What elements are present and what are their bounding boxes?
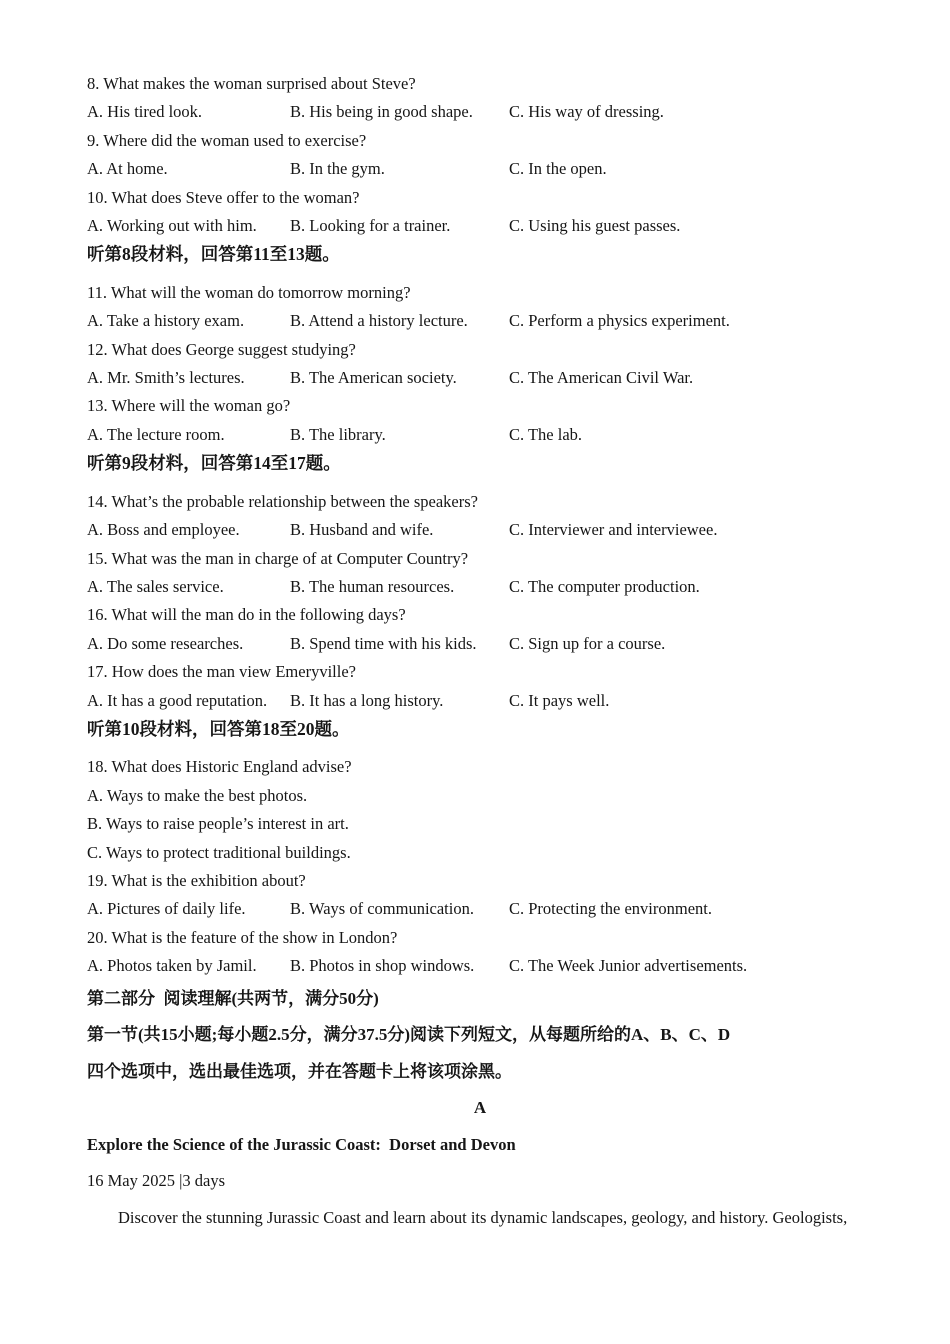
question-12-text: 12. What does George suggest studying?	[87, 339, 356, 359]
question-15-option-c: C. The computer production.	[509, 576, 700, 596]
question-11-option-b: B. Attend a history lecture.	[290, 311, 468, 331]
question-16-option-c: C. Sign up for a course.	[509, 633, 666, 653]
question-18-option-b: B. Ways to raise people’s interest in art.	[87, 814, 349, 834]
question-18-option-c: C. Ways to protect traditional buildings.	[87, 842, 351, 862]
question-14-options	[87, 516, 873, 544]
question-10-option-b: B. Looking for a trainer.	[290, 216, 451, 236]
question-19-options	[87, 895, 873, 923]
question-20-option-c: C. The Week Junior advertisements.	[509, 956, 748, 976]
question-15-text: 15. What was the man in charge of at Computer Country?	[87, 548, 469, 568]
question-14-text: 14. What’s the probable relationship between the speakers?	[87, 491, 478, 511]
question-10-option-c: C. Using his guest passes.	[509, 216, 681, 236]
question-13-option-b: B. The library.	[290, 424, 386, 444]
question-8-options	[87, 98, 873, 126]
question-8-option-b: B. His being in good shape.	[290, 102, 473, 122]
passage-a-label: A	[473, 1098, 487, 1118]
question-20-text: 20. What is the feature of the show in London?	[87, 927, 398, 947]
question-9-option-b: B. In the gym.	[290, 159, 385, 179]
question-12-options	[87, 364, 873, 392]
passage-a-date-duration: 16 May 2025 |3 days	[87, 1171, 226, 1191]
exam-content	[87, 70, 873, 1236]
question-16-option-a: A. Do some researches.	[87, 633, 244, 653]
question-16-options	[87, 630, 873, 658]
part2-instruction-line-2: 四个选项中，选出最佳选项，并在答题卡上将该项涂黑。	[87, 1061, 512, 1081]
question-10-options	[87, 212, 873, 240]
passage-a-opening-line: Discover the stunning Jurassic Coast and learn about its dynamic landscapes, geology, and history. Geologists,	[118, 1207, 848, 1227]
question-19-option-b: B. Ways of communication.	[290, 899, 474, 919]
question-18-text: 18. What does Historic England advise?	[87, 757, 352, 777]
question-14-option-b: B. Husband and wife.	[290, 520, 434, 540]
question-14-option-c: C. Interviewer and interviewee.	[509, 520, 718, 540]
question-9-option-c: C. In the open.	[509, 159, 607, 179]
question-17-option-b: B. It has a long history.	[290, 690, 444, 710]
question-12-option-c: C. The American Civil War.	[509, 368, 694, 388]
question-15-options	[87, 573, 873, 601]
question-9-option-a: A. At home.	[87, 159, 168, 179]
question-9-text: 9. Where did the woman used to exercise?	[87, 130, 367, 150]
listening-material-9-header: 听第9段材料，回答第14至17题。	[87, 453, 341, 474]
question-8-text: 8. What makes the woman surprised about Steve?	[87, 74, 416, 93]
question-13-text: 13. Where will the woman go?	[87, 396, 291, 416]
question-17-text: 17. How does the man view Emeryville?	[87, 662, 356, 682]
question-11-option-a: A. Take a history exam.	[87, 311, 245, 331]
question-11-text: 11. What will the woman do tomorrow morning?	[87, 282, 411, 302]
question-19-option-a: A. Pictures of daily life.	[87, 899, 246, 919]
question-17-option-a: A. It has a good reputation.	[87, 690, 268, 710]
question-17-option-c: C. It pays well.	[509, 690, 610, 710]
question-16-option-b: B. Spend time with his kids.	[290, 633, 477, 653]
question-16-text: 16. What will the man do in the following days?	[87, 605, 406, 625]
listening-material-10-header: 听第10段材料，回答第18至20题。	[87, 718, 350, 739]
question-14-option-a: A. Boss and employee.	[87, 520, 240, 540]
question-20-options	[87, 952, 873, 980]
question-20-option-b: B. Photos in shop windows.	[290, 956, 475, 976]
question-19-text: 19. What is the exhibition about?	[87, 870, 306, 890]
question-10-option-a: A. Working out with him.	[87, 216, 257, 236]
question-8-option-c: C. His way of dressing.	[509, 102, 664, 122]
question-11-option-c: C. Perform a physics experiment.	[509, 311, 730, 331]
question-15-option-a: A. The sales service.	[87, 576, 224, 596]
question-13-option-a: A. The lecture room.	[87, 424, 225, 444]
question-12-option-a: A. Mr. Smith’s lectures.	[87, 368, 245, 388]
question-15-option-b: B. The human resources.	[290, 576, 455, 596]
part2-section-title: 第二部分 阅读理解(共两节，满分50分)	[87, 988, 379, 1008]
question-20-option-a: A. Photos taken by Jamil.	[87, 956, 257, 976]
question-17-options	[87, 687, 873, 715]
question-9-options	[87, 155, 873, 183]
question-10-text: 10. What does Steve offer to the woman?	[87, 187, 360, 207]
question-13-options	[87, 421, 873, 449]
question-12-option-b: B. The American society.	[290, 368, 457, 388]
question-13-option-c: C. The lab.	[509, 424, 583, 444]
question-11-options	[87, 307, 873, 335]
question-19-option-c: C. Protecting the environment.	[509, 899, 713, 919]
listening-material-8-header: 听第8段材料，回答第11至13题。	[87, 244, 340, 265]
question-18-option-a: A. Ways to make the best photos.	[87, 785, 308, 805]
part2-instruction-line-1: 第一节(共15小题;每小题2.5分，满分37.5分)阅读下列短文，从每题所给的A、B、C、D	[87, 1025, 731, 1045]
question-8-option-a: A. His tired look.	[87, 102, 203, 122]
passage-a-title: Explore the Science of the Jurassic Coast: Dorset and Devon	[87, 1134, 516, 1154]
